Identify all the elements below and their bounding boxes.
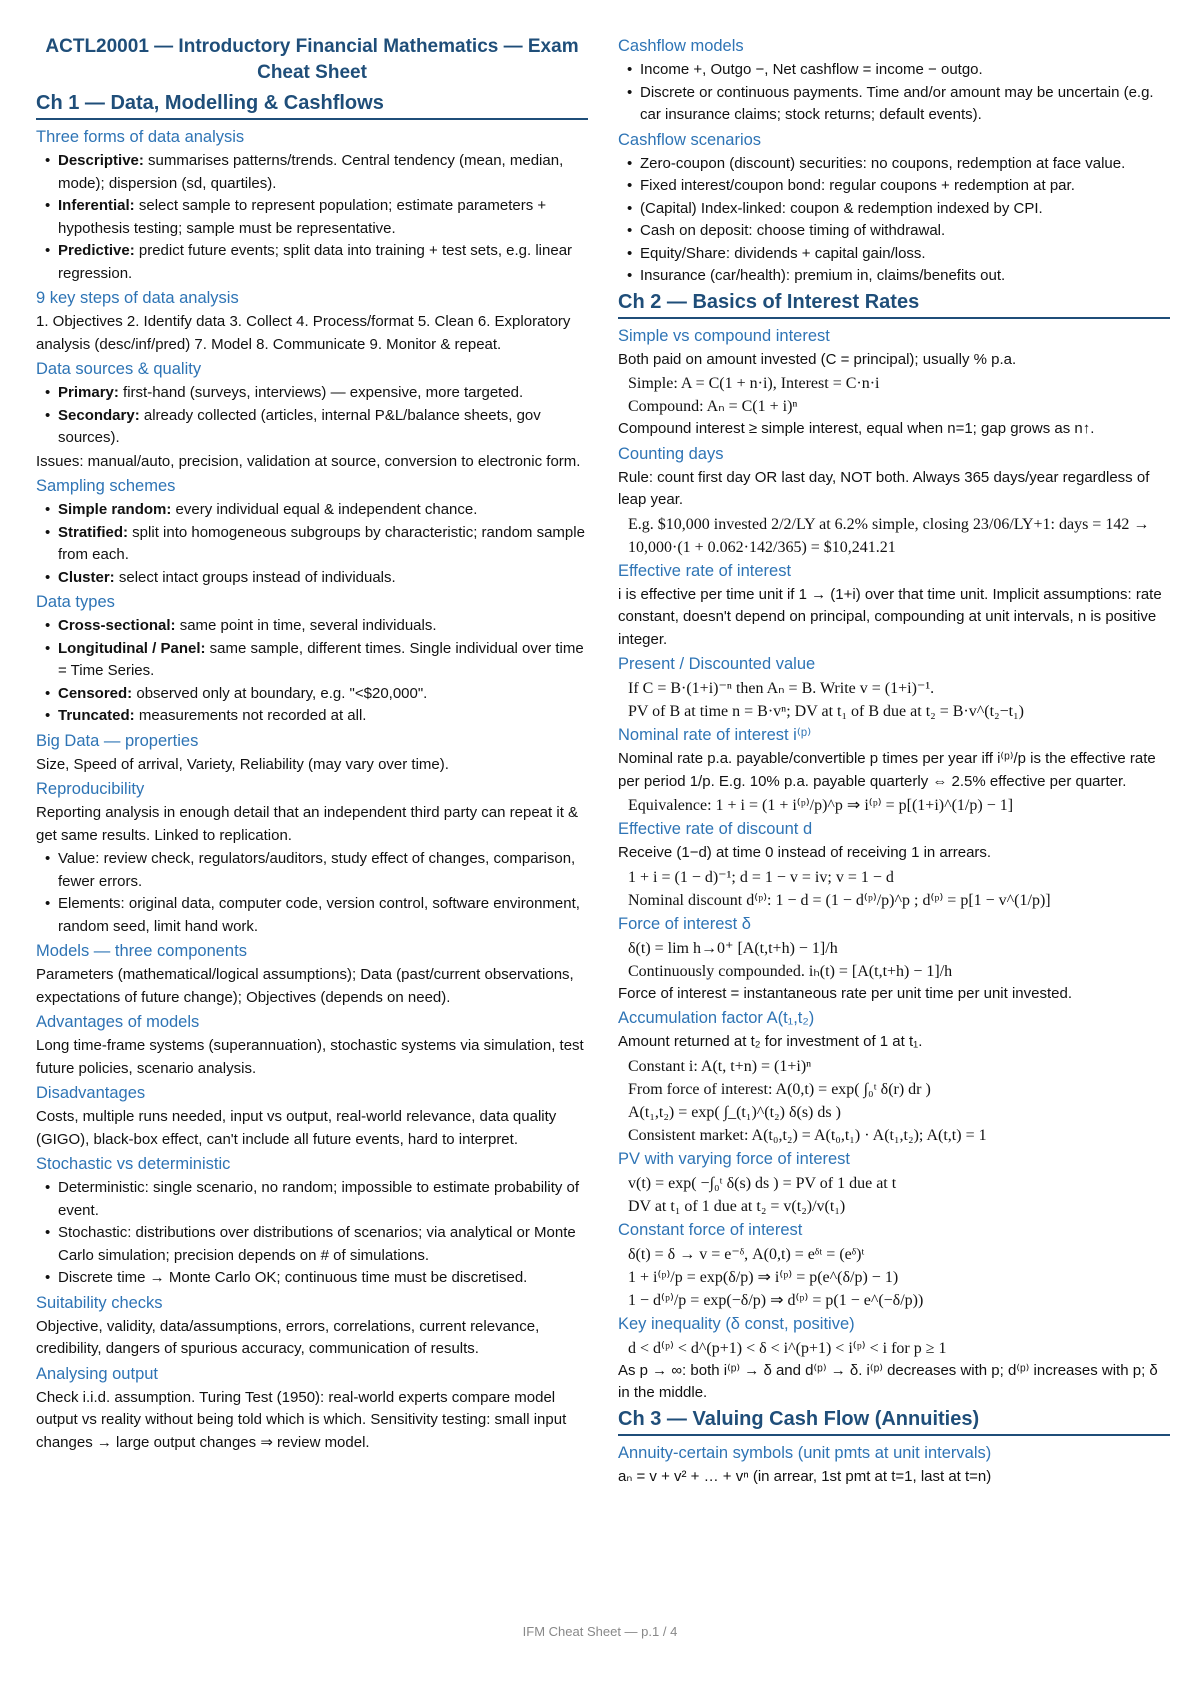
paragraph: Objective, validity, data/assumptions, errors, correlations, current relevance, credibility, dangers of spurious accuracy, communication of results. bbox=[36, 1317, 540, 1357]
formula: 1 + i = (1 − d)⁻¹; d = 1 − v = iv; v = 1 − d bbox=[628, 868, 894, 886]
section-heading: PV with varying force of interest bbox=[618, 1149, 851, 1168]
section-heading: Big Data — properties bbox=[36, 731, 199, 750]
formula: 1 − d⁽ᵖ⁾/p = exp(−δ/p) ⇒ d⁽ᵖ⁾ = p(1 − e^(−δ/p)) bbox=[628, 1291, 924, 1309]
list-item: • Secondary: already collected (articles, internal P&L/balance sheets, gov sources). bbox=[36, 405, 588, 450]
section-heading: Three forms of data analysis bbox=[36, 128, 245, 146]
section-heading: Constant force of interest bbox=[618, 1220, 803, 1239]
section-heading: Analysing output bbox=[36, 1364, 159, 1383]
formula: From force of interest: A(0,t) = exp( ∫₀ᵗ δ(r) dr ) bbox=[628, 1080, 931, 1098]
chapter-1-heading: Ch 1 — Data, Modelling & Cashflows bbox=[36, 90, 588, 120]
bullet-list bbox=[36, 150, 588, 285]
list-item: • Inferential: select sample to represent population; estimate parameters + hypothesis testing; sample must be representative. bbox=[36, 195, 588, 240]
section-heading: Advantages of models bbox=[36, 1013, 200, 1031]
section-heading: Cashflow scenarios bbox=[618, 130, 762, 149]
section-heading: Key inequality (δ const, positive) bbox=[618, 1314, 855, 1333]
paragraph: aₙ = v + v² + … + vⁿ (in arrear, 1st pmt at t=1, last at t=n) bbox=[618, 1467, 992, 1485]
list-item: • Discrete time → Monte Carlo OK; continuous time must be discretised. bbox=[36, 1267, 588, 1290]
section-heading: Cashflow models bbox=[618, 37, 744, 55]
formula: Simple: A = C(1 + n·i), Interest = C·n·i bbox=[628, 375, 880, 392]
section-heading: Suitability checks bbox=[36, 1293, 163, 1312]
bullet-list bbox=[36, 382, 588, 450]
list-item: • Stratified: split into homogeneous subgroups by characteristic; random sample from each. bbox=[36, 522, 588, 567]
formula: Equivalence: 1 + i = (1 + i⁽ᵖ⁾/p)^p ⇒ i⁽ᵖ⁾ = p[(1+i)^(1/p) − 1] bbox=[628, 797, 1014, 814]
bullet-list bbox=[36, 499, 588, 589]
list-item: • Predictive: predict future events; split data into training + test sets, e.g. linear regression. bbox=[36, 240, 588, 285]
list-item: • Elements: original data, computer code, version control, software environment, random seed, limit hand work. bbox=[36, 893, 588, 938]
section-heading: Nominal rate of interest i⁽ᵖ⁾ bbox=[618, 726, 812, 744]
bullet-list bbox=[36, 615, 588, 728]
paragraph: Costs, multiple runs needed, input vs output, real-world relevance, data quality (GIGO), black-box effect, can't include all future events, hard to interpret. bbox=[36, 1108, 557, 1148]
formula: If C = B·(1+i)⁻ⁿ then Aₙ = B. Write v = (1+i)⁻¹. bbox=[628, 680, 935, 697]
list-item: • Truncated: measurements not recorded at all. bbox=[36, 705, 588, 728]
paragraph: Amount returned at t₂ for investment of 1 at t₁. bbox=[618, 1033, 923, 1050]
list-item: • Cluster: select intact groups instead of individuals. bbox=[36, 567, 588, 590]
paragraph: Size, Speed of arrival, Variety, Reliability (may vary over time). bbox=[36, 755, 449, 773]
section-heading: 9 key steps of data analysis bbox=[36, 289, 239, 307]
section-heading: Effective rate of interest bbox=[618, 561, 792, 580]
paragraph: Nominal rate p.a. payable/convertible p times per year iff i⁽ᵖ⁾/p is the effective rate per period 1/p. E.g. 10% p.a. payable quarterly ⇔ 2.5% effective per quarter. bbox=[618, 750, 1156, 790]
section-heading: Accumulation factor A(t₁,t₂) bbox=[618, 1009, 815, 1027]
paragraph: Rule: count first day OR last day, NOT both. Always 365 days/year regardless of leap year. bbox=[618, 468, 1150, 508]
paragraph: Both paid on amount invested (C = principal); usually % p.a. bbox=[618, 350, 1017, 368]
paragraph: Force of interest = instantaneous rate per unit time per unit invested. bbox=[618, 984, 1072, 1002]
page bbox=[36, 34, 1178, 1634]
section-heading: Data sources & quality bbox=[36, 360, 202, 378]
section-heading: Stochastic vs deterministic bbox=[36, 1155, 231, 1173]
paragraph: Compound interest ≥ simple interest, equal when n=1; gap grows as n↑. bbox=[618, 420, 1095, 437]
paragraph: Reporting analysis in enough detail that an independent third party can repeat it & get same results. Linked to replication. bbox=[36, 804, 579, 844]
formula: Nominal discount d⁽ᵖ⁾: 1 − d = (1 − d⁽ᵖ⁾/p)^p ; d⁽ᵖ⁾ = p[1 − v^(1/p)] bbox=[628, 891, 1051, 909]
paragraph: 1. Objectives 2. Identify data 3. Collect 4. Process/format 5. Clean 6. Exploratory analysis (desc/inf/pred) 7. Model 8. Communicate 9. Monitor & repeat. bbox=[36, 313, 571, 353]
bullet-list bbox=[618, 153, 1170, 288]
section-heading: Disadvantages bbox=[36, 1084, 146, 1102]
bullet-list bbox=[36, 848, 588, 938]
section-heading: Present / Discounted value bbox=[618, 655, 816, 673]
page-footer: IFM Cheat Sheet — p.1 / 4 bbox=[522, 1624, 678, 1639]
section-heading: Annuity-certain symbols (unit pmts at unit intervals) bbox=[618, 1443, 992, 1462]
section-heading: Counting days bbox=[618, 444, 724, 463]
formula: δ(t) = δ → v = e⁻ᵟ, A(0,t) = eᵟᵗ = (eᵟ)ᵗ bbox=[628, 1245, 865, 1263]
list-item: • Value: review check, regulators/auditors, study effect of changes, comparison, fewer errors. bbox=[36, 848, 588, 893]
paragraph: Check i.i.d. assumption. Turing Test (1950): real-world experts compare model output vs reality without being told which is which. Sensitivity testing: small input changes → large output changes ⇒ review model. bbox=[36, 1388, 567, 1451]
paragraph: i is effective per time unit if 1 → (1+i) over that time unit. Implicit assumptions: rate constant, doesn't depend on principal, compounding at unit intervals, n is positive integer. bbox=[618, 585, 1162, 648]
formula: v(t) = exp( −∫₀ᵗ δ(s) ds ) = PV of 1 due at t bbox=[628, 1174, 897, 1192]
paragraph: Receive (1−d) at time 0 instead of receiving 1 in arrears. bbox=[618, 844, 992, 861]
formula: A(t₁,t₂) = exp( ∫_(t₁)^(t₂) δ(s) ds ) bbox=[628, 1103, 841, 1121]
section-heading: Force of interest δ bbox=[618, 914, 751, 933]
section-heading: Models — three components bbox=[36, 942, 247, 960]
section-heading: Sampling schemes bbox=[36, 477, 176, 495]
list-item: • Primary: first-hand (surveys, interviews) — expensive, more targeted. bbox=[36, 382, 588, 405]
formula: Constant i: A(t, t+n) = (1+i)ⁿ bbox=[628, 1057, 812, 1075]
paragraph: Long time-frame systems (superannuation), stochastic systems via simulation, test future policies, scenario analysis. bbox=[36, 1037, 584, 1077]
list-item: • Equity/Share: dividends + capital gain/loss. bbox=[618, 243, 1170, 266]
formula: Consistent market: A(t₀,t₂) = A(t₀,t₁) · A(t₁,t₂); A(t,t) = 1 bbox=[628, 1126, 987, 1144]
paragraph: Parameters (mathematical/logical assumptions); Data (past/current observations, expectations of future change); Objectives (depends on need). bbox=[36, 966, 574, 1006]
formula: PV of B at time n = B·vⁿ; DV at t₁ of B due at t₂ = B·v^(t₂−t₁) bbox=[628, 703, 1024, 720]
formula: Compound: Aₙ = C(1 + i)ⁿ bbox=[628, 398, 798, 415]
bullet-list bbox=[36, 1177, 588, 1290]
list-item: • Deterministic: single scenario, no random; impossible to estimate probability of event. bbox=[36, 1177, 588, 1222]
paragraph: Issues: manual/auto, precision, validation at source, conversion to electronic form. bbox=[36, 452, 581, 470]
list-item: • Zero-coupon (discount) securities: no coupons, redemption at face value. bbox=[618, 153, 1170, 176]
list-item: • Cash on deposit: choose timing of withdrawal. bbox=[618, 220, 1170, 243]
list-item: • Descriptive: summarises patterns/trends. Central tendency (mean, median, mode); dispersion (sd, quartiles). bbox=[36, 150, 588, 195]
list-item: • Discrete or continuous payments. Time and/or amount may be uncertain (e.g. car insurance claims; stock returns; default events). bbox=[618, 82, 1170, 127]
section-heading: Data types bbox=[36, 593, 115, 611]
formula: d < d⁽ᵖ⁾ < d^(p+1) < δ < i^(p+1) < i⁽ᵖ⁾ < i for p ≥ 1 bbox=[628, 1339, 947, 1357]
section-heading: Reproducibility bbox=[36, 780, 145, 798]
list-item: • Fixed interest/coupon bond: regular coupons + redemption at par. bbox=[618, 175, 1170, 198]
formula: 1 + i⁽ᵖ⁾/p = exp(δ/p) ⇒ i⁽ᵖ⁾ = p(e^(δ/p) − 1) bbox=[628, 1268, 899, 1286]
bullet-list bbox=[618, 59, 1170, 127]
chapter-2-heading: Ch 2 — Basics of Interest Rates bbox=[618, 289, 1170, 319]
document-title: ACTL20001 — Introductory Financial Mathematics — Exam Cheat Sheet bbox=[45, 36, 579, 83]
formula: E.g. $10,000 invested 2/2/LY at 6.2% simple, closing 23/06/LY+1: days = 142 → 10,000·(1 + 0.062·142/365) = $10,241.21 bbox=[628, 515, 1150, 556]
list-item: • Stochastic: distributions over distributions of scenarios; via analytical or Monte Carlo simulation; precision depends on # of simulations. bbox=[36, 1222, 588, 1267]
formula: δ(t) = lim h→0⁺ [A(t,t+h) − 1]/h bbox=[628, 939, 838, 957]
section-heading: Simple vs compound interest bbox=[618, 326, 830, 345]
paragraph: As p → ∞: both i⁽ᵖ⁾ → δ and d⁽ᵖ⁾ → δ. i⁽ᵖ⁾ decreases with p; d⁽ᵖ⁾ increases with p; δ in the middle. bbox=[618, 1361, 1158, 1401]
section-heading: Effective rate of discount d bbox=[618, 820, 813, 838]
list-item: • Longitudinal / Panel: same sample, different times. Single individual over time = Time Series. bbox=[36, 638, 588, 683]
chapter-3-heading: Ch 3 — Valuing Cash Flow (Annuities) bbox=[618, 1406, 1170, 1436]
formula: Continuously compounded. iₕ(t) = [A(t,t+h) − 1]/h bbox=[628, 962, 953, 980]
list-item: • Simple random: every individual equal & independent chance. bbox=[36, 499, 588, 522]
list-item: • (Capital) Index-linked: coupon & redemption indexed by CPI. bbox=[618, 198, 1170, 221]
list-item: • Insurance (car/health): premium in, claims/benefits out. bbox=[618, 265, 1170, 288]
list-item: • Income +, Outgo −, Net cashflow = income − outgo. bbox=[618, 59, 1170, 82]
left-column bbox=[36, 34, 588, 1455]
formula: DV at t₁ of 1 due at t₂ = v(t₂)/v(t₁) bbox=[628, 1197, 846, 1215]
list-item: • Censored: observed only at boundary, e.g. "<$20,000". bbox=[36, 683, 588, 706]
list-item: • Cross-sectional: same point in time, several individuals. bbox=[36, 615, 588, 638]
right-column bbox=[618, 34, 1170, 1489]
